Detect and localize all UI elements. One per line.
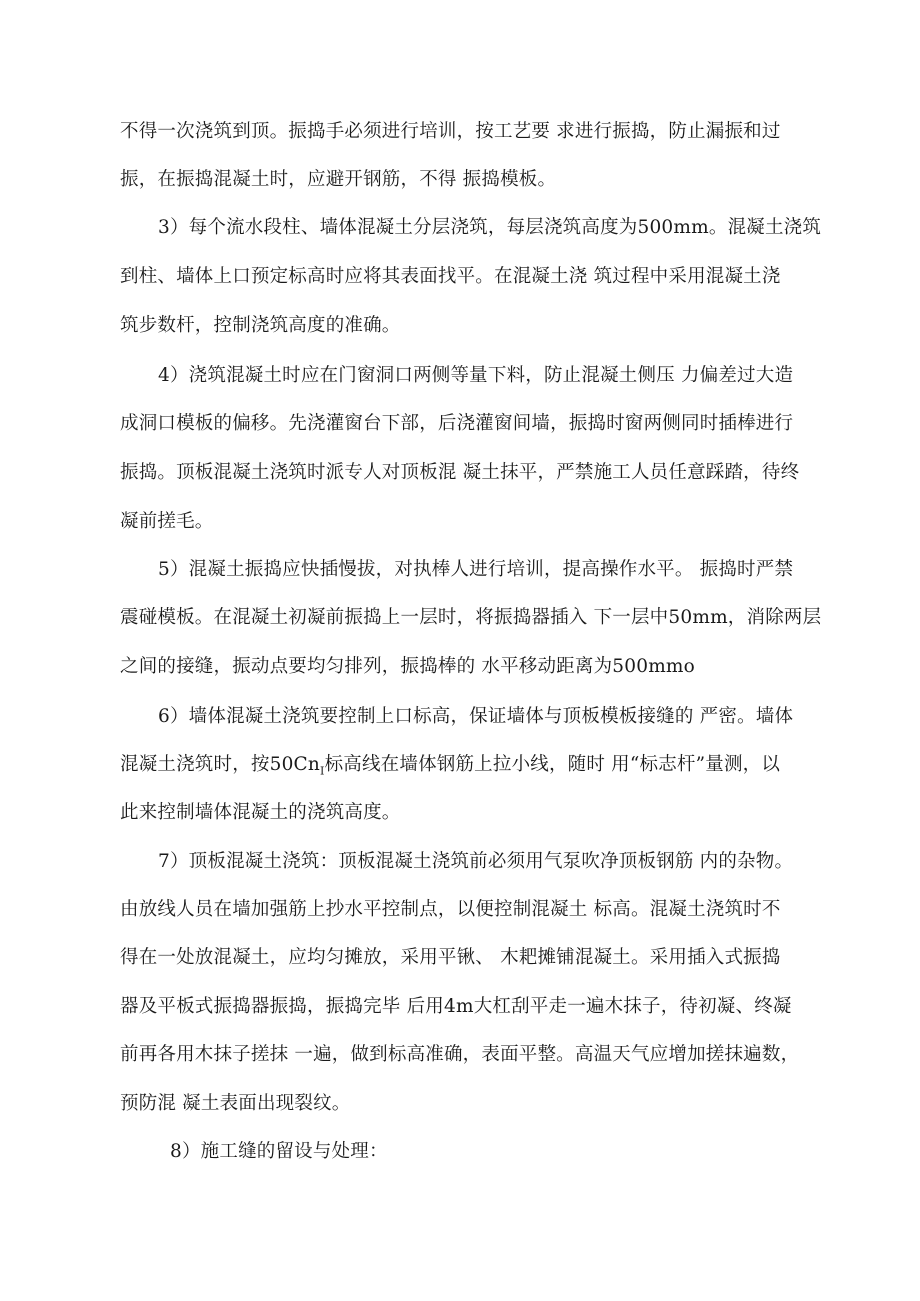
- paragraph-line: 3）每个流水段柱、墙体混凝土分层浇筑，每层浇筑高度为500mm。混凝土浇筑: [158, 217, 822, 238]
- paragraph-line: 震碰模板。在混凝土初凝前振捣上一层时，将振捣器插入 下一层中50mm，消除两层: [120, 607, 822, 628]
- subscript-text: I: [320, 764, 325, 778]
- paragraph-line: 成洞口模板的偏移。先浇灌窗台下部，后浇灌窗间墙，振捣时窗两侧同时插棒进行: [120, 413, 794, 434]
- paragraph-line: 由放线人员在墙加强筋上抄水平控制点，以便控制混凝土 标高。混凝土浇筑时不: [120, 899, 781, 920]
- paragraph-line: 振，在振捣混凝土时，应避开钢筋，不得 振捣模板。: [120, 169, 557, 190]
- paragraph-line: 振捣。顶板混凝土浇筑时派专人对顶板混 凝土抹平，严禁施工人员任意踩踏，待终: [120, 462, 800, 483]
- paragraph-line: 得在一处放混凝土，应均匀摊放，采用平锹、 木耙摊铺混凝土。采用插入式振捣: [120, 947, 781, 968]
- text-segment: 标高线在墙体钢筋上拉小线，随时 用“标志杆”量测，以: [324, 754, 781, 775]
- paragraph-line: 不得一次浇筑到顶。振捣手必须进行培训，按工艺要 求进行振捣，防止漏振和过: [120, 121, 781, 142]
- section-heading: 8）施工缝的留设与处理：: [170, 1141, 388, 1162]
- paragraph-line: 4）浇筑混凝土时应在门窗洞口两侧等量下料，防止混凝土侧压 力偏差过大造: [158, 365, 794, 386]
- text-segment: 混凝土浇筑时，按50Cn: [120, 754, 321, 775]
- paragraph-line: 凝前搓毛。: [120, 511, 214, 532]
- paragraph-line: [120, 753, 780, 784]
- paragraph-line: 此来控制墙体混凝土的浇筑高度。: [120, 802, 401, 823]
- paragraph-line: 之间的接缝，振动点要均匀排列，振捣棒的 水平移动距离为500mmo: [120, 656, 696, 677]
- paragraph-line: 筑步数杆，控制浇筑高度的准确。: [120, 315, 401, 336]
- paragraph-line: 前再各用木抹子搓抹 一遍，做到标高准确，表面平整。高温天气应增加搓抹遍数，: [120, 1044, 800, 1065]
- paragraph-line: 预防混 凝土表面出现裂纹。: [120, 1093, 351, 1114]
- paragraph-line: 器及平板式振捣器振捣，振捣完毕 后用4m大杠刮平走一遍木抹子，待初凝、终凝: [120, 996, 792, 1017]
- paragraph-line: 5）混凝土振捣应快插慢拔，对执棒人进行培训，提高操作水平。 振捣时严禁: [158, 559, 794, 580]
- paragraph-line: 到柱、墙体上口预定标高时应将其表面找平。在混凝土浇 筑过程中采用混凝土浇: [120, 266, 781, 287]
- paragraph-line: 7）顶板混凝土浇筑：顶板混凝土浇筑前必须用气泵吹净顶板钢筋 内的杂物。: [158, 851, 794, 872]
- paragraph-line: 6）墙体混凝土浇筑要控制上口标高，保证墙体与顶板模板接缝的 严密。墙体: [158, 706, 794, 727]
